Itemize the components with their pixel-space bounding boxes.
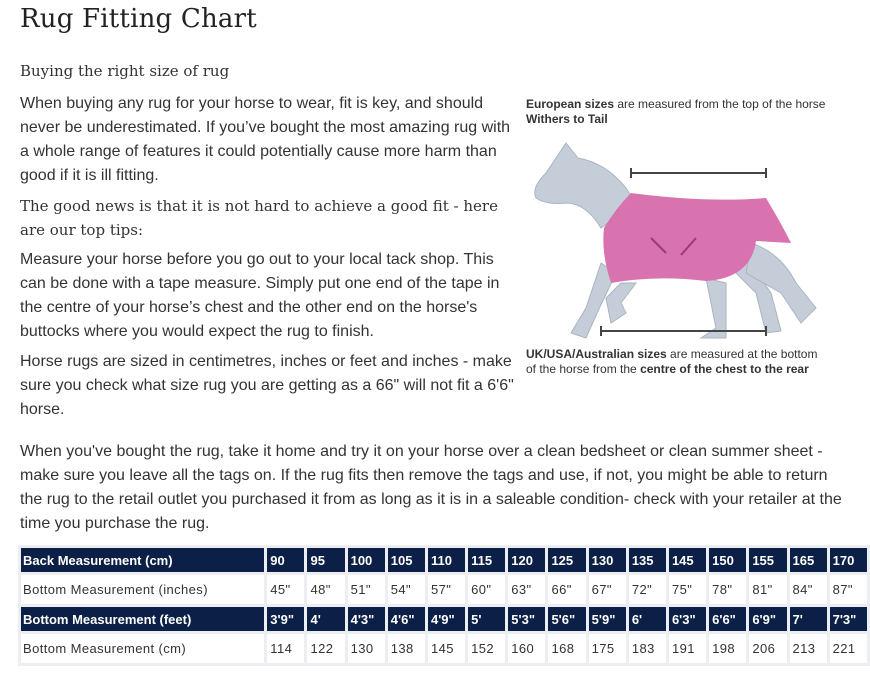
table-cell: 90 [267, 548, 304, 572]
table-cell: 138 [388, 634, 425, 663]
table-cell: 6'9" [749, 607, 786, 631]
table-cell: 221 [830, 634, 867, 663]
table-cell: 4'9" [428, 607, 465, 631]
horse-measurement-figure [526, 97, 846, 377]
table-cell: 84" [790, 575, 827, 604]
table-cell: 100 [348, 548, 385, 572]
table-cell: 75" [669, 575, 706, 604]
table-cell: 81" [749, 575, 786, 604]
figure-top-caption: European sizes are measured from the top of the horse Withers to Tail [526, 97, 826, 126]
table-cell: 125 [548, 548, 585, 572]
paragraph-good-news: The good news is that it is not hard to achieve a good fit - here are our top tips: [20, 197, 498, 239]
row-label: Bottom Measurement (inches) [21, 575, 264, 604]
table-cell: 206 [749, 634, 786, 663]
table-cell: 152 [468, 634, 505, 663]
paragraph-fit: When buying any rug for your horse to wear, fit is key, and should never be underestimated. If you’ve bought the most amazing rug with a whole range of features it could potentially cause more harm than good if it is ill fitting. [20, 95, 511, 184]
table-cell: 175 [589, 634, 626, 663]
table-cell: 150 [709, 548, 746, 572]
row-label: Bottom Measurement (cm) [21, 634, 264, 663]
table-cell: 60" [468, 575, 505, 604]
table-cell: 114 [267, 634, 304, 663]
figure-bottom-caption: UK/USA/Australian sizes are measured at the bottom of the horse from the centre of the chest to the rear [526, 347, 818, 376]
page-title: Rug Fitting Chart [20, 4, 257, 34]
table-row [21, 634, 867, 663]
row-label: Bottom Measurement (feet) [21, 607, 264, 631]
table-cell: 5'3" [508, 607, 545, 631]
table-cell: 87" [830, 575, 867, 604]
table-header-row [21, 548, 867, 572]
table-cell: 5'9" [589, 607, 626, 631]
table-row [21, 575, 867, 604]
paragraph-sizes: Horse rugs are sized in centimetres, inches or feet and inches - make sure you check what size rug you are getting as a 66" will not fit a 6'6" horse. [20, 353, 514, 418]
table-cell: 7'3" [830, 607, 867, 631]
table-cell: 57" [428, 575, 465, 604]
table-cell: 115 [468, 548, 505, 572]
table-cell: 160 [508, 634, 545, 663]
table-cell: 145 [428, 634, 465, 663]
table-cell: 105 [388, 548, 425, 572]
paragraph-try-on: When you've bought the rug, take it home and try it on your horse over a clean bedsheet or clean summer sheet - make sure you leave all the tags on. If the rug fits then remove the tags and use, if not, you might be able to return the rug to the retail outlet you purchased it from as long as it is in a saleable condition- check with your retailer at the time you purchase the rug. [20, 443, 842, 532]
table-cell: 110 [428, 548, 465, 572]
table-cell: 67" [589, 575, 626, 604]
table-cell: 45" [267, 575, 304, 604]
table-cell: 4'3" [348, 607, 385, 631]
table-cell: 155 [749, 548, 786, 572]
table-cell: 145 [669, 548, 706, 572]
section-subtitle: Buying the right size of rug [20, 62, 230, 80]
table-cell: 165 [790, 548, 827, 572]
table-cell: 120 [508, 548, 545, 572]
table-cell: 48" [307, 575, 344, 604]
table-cell: 95 [307, 548, 344, 572]
table-cell: 130 [589, 548, 626, 572]
table-cell: 198 [709, 634, 746, 663]
intro-column [20, 92, 520, 428]
table-cell: 135 [629, 548, 666, 572]
table-cell: 168 [548, 634, 585, 663]
table-header-row [21, 607, 867, 631]
row-label: Back Measurement (cm) [21, 548, 264, 572]
table-cell: 122 [307, 634, 344, 663]
table-cell: 213 [790, 634, 827, 663]
paragraph-measure: Measure your horse before you go out to your local tack shop. This can be done with a tape measure. Simply put one end of the tape in the centre of your horse’s chest and the other end on the horse's buttocks where you would expect the rug to finish. [20, 251, 500, 340]
table-cell: 191 [669, 634, 706, 663]
table-cell: 5' [468, 607, 505, 631]
table-cell: 66" [548, 575, 585, 604]
table-cell: 6'3" [669, 607, 706, 631]
table-cell: 4'6" [388, 607, 425, 631]
table-cell: 63" [508, 575, 545, 604]
table-cell: 4' [307, 607, 344, 631]
rug-size-table [18, 545, 870, 666]
table-cell: 7' [790, 607, 827, 631]
table-cell: 3'9" [267, 607, 304, 631]
table-cell: 6' [629, 607, 666, 631]
table-cell: 170 [830, 548, 867, 572]
horse-rug-illustration [526, 133, 826, 343]
table-cell: 130 [348, 634, 385, 663]
table-cell: 54" [388, 575, 425, 604]
table-cell: 5'6" [548, 607, 585, 631]
table-cell: 72" [629, 575, 666, 604]
table-cell: 6'6" [709, 607, 746, 631]
table-cell: 78" [709, 575, 746, 604]
table-cell: 51" [348, 575, 385, 604]
table-cell: 183 [629, 634, 666, 663]
